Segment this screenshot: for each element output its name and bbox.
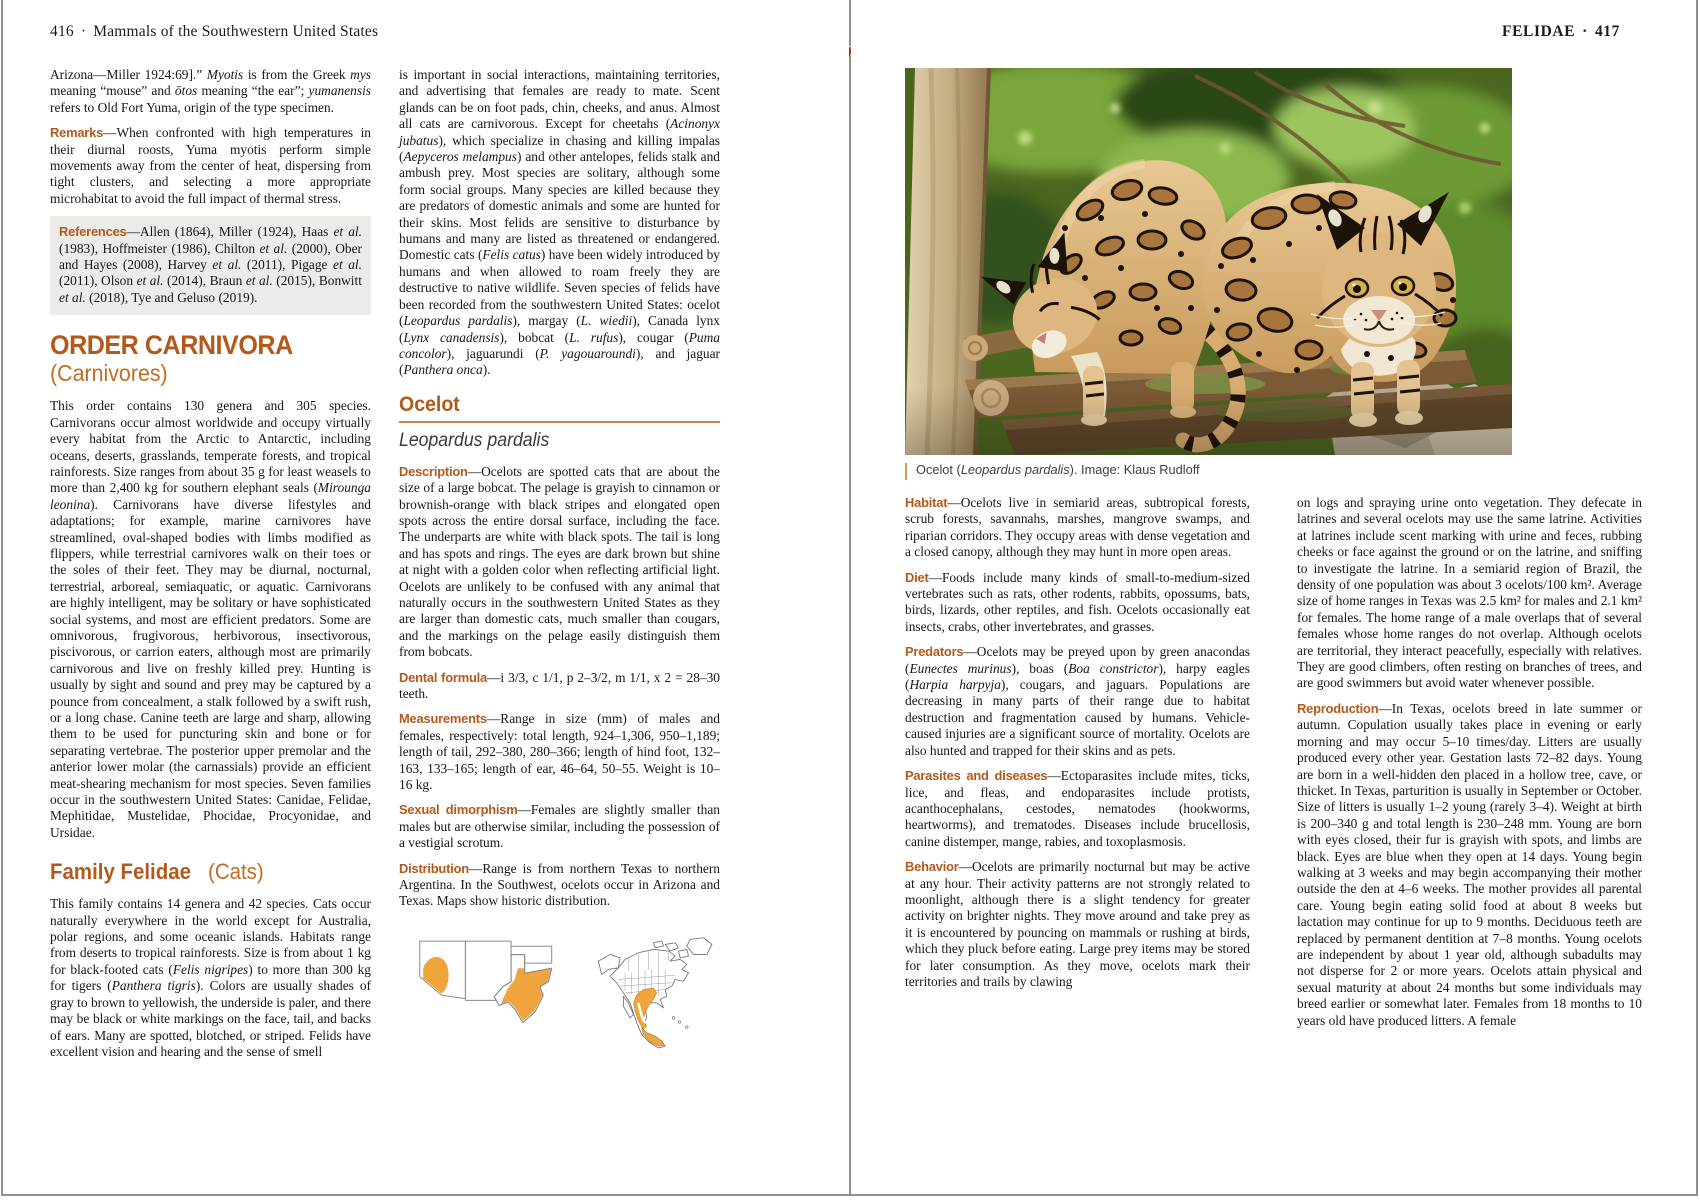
- species-scientific-name: Leopardus pardalis: [399, 429, 550, 451]
- family-heading: Family Felidae (Cats): [50, 859, 264, 885]
- habitat-paragraph: Habitat—Ocelots live in semiarid areas, subtropical forests, scrub forests, savannahs, marshes, mangrove swamps, and riparian corridors. They occupy areas with dense vegetation and a closed canopy, although they may hunt in more open areas.: [905, 495, 1250, 560]
- right-page-column-1: [905, 495, 1250, 990]
- page-right: [851, 0, 1696, 1194]
- header-separator: ·: [1582, 23, 1588, 40]
- photo-caption: [905, 462, 1512, 480]
- behavior-paragraph: Behavior—Ocelots are primarily nocturnal but may be active at any hour. Their activity patterns are not strongly related to moonlight, although there is a slight tendency for greater activity on brighter nights. They move around and take prey as it is encountered by pouncing on mammals or rushing at birds, which they pluck before eating. Large prey items may be stored for later consumption. As they move, ocelots mark their territories and trails by clawing: [905, 859, 1250, 989]
- ocelot-photo: [905, 68, 1512, 455]
- dental-formula-paragraph: Dental formula—i 3/3, c 1/1, p 2–3/2, m 1/1, x 2 = 28–30 teeth.: [399, 669, 720, 701]
- page-number: 417: [1594, 23, 1620, 40]
- page-edge-right: [1696, 0, 1698, 1195]
- distribution-maps: [413, 928, 720, 1061]
- page-left: [3, 0, 849, 1194]
- remarks-paragraph: Remarks—When confronted with high temperatures in their diurnal roosts, Yuma myotis perform simple movements away from the center of heat, dispersing from tight clusters, and selecting a more appropriate microhabitat to avoid the full impact of thermal stress.: [50, 125, 371, 206]
- left-page-column-1: [50, 67, 371, 1060]
- parasites-paragraph: Parasites and diseases—Ectoparasites include mites, ticks, lice, and fleas, and endoparasites include protists, acanthocephalans, cestodes, nematodes (hookworms, heartworms), and trematodes. Diseases include brucellosis, canine distemper, mange, rabies, and toxoplasmosis.: [905, 768, 1250, 849]
- intro-paragraph: Arizona—Miller 1924:69].” Myotis is from the Greek mys meaning “mouse” and ōtos meaning “the ear”; yumanensis refers to Old Fort Yuma, origin of the type specimen.: [50, 67, 371, 115]
- north-america-distribution-map: [595, 928, 720, 1061]
- description-paragraph: Description—Ocelots are spotted cats that are about the size of a large bobcat. The pelage is grayish to cinnamon or brownish-orange with black stripes and elongated open spots across the entire dorsal surface, including the face. The underparts are white with black spots. The tail is long and has spots and rings. The eyes are dark brown but shine at night with a golden color when reflecting artificial light. Ocelots are unlikely to be confused with any animal that naturally occurs in the southwestern United States as they are larger than domestic cats, much smaller than cougars, and the markings on the pelage easily distinguish them from bobcats.: [399, 463, 720, 660]
- diet-paragraph: Diet—Foods include many kinds of small-to-medium-sized vertebrates such as rats, other rodents, rabbits, opossums, bats, birds, lizards, other reptiles, and fish. Ocelots occasionally eat insects, crabs, other invertebrates, and grasses.: [905, 569, 1250, 634]
- left-page-column-2: [399, 67, 720, 1061]
- distribution-paragraph: Distribution—Range is from northern Texas to northern Argentina. In the Southwest, ocelots occur in Arizona and Texas. Maps show historic distribution.: [399, 860, 720, 909]
- references-paragraph: References—Allen (1864), Miller (1924), Haas et al. (1983), Hoffmeister (1986), Chilton et al. (2000), Ober and Hayes (2008), Harvey et al. (2011), Pigage et al. (2011), Olson et al. (2014), Braun et al. (2015), Bonwitt et al. (2018), Tye and Geluso (2019).: [59, 224, 362, 305]
- felidae-continued-paragraph: is important in social interactions, maintaining territories, and advertising that females are ready to mate. Scent glands can be on foot pads, chin, cheeks, and anus. Almost all cats are carnivorous. Except for cheetahs (Acinonyx jubatus), which specialize in chasing and killing impalas (Aepyceros melampus) and other antelopes, felids stalk and ambush prey. Most species are solitary, although some form social groups. Many species are killed because they are predators of domestic animals and some are hunted for their skins. Most felids are sensitive to disturbance by humans and many are listed as threatened or endangered. Domestic cats (Felis catus) have been widely introduced by humans and when allowed to roam freely they are destructive to native wildlife. Seven species of felids have been recorded from the southwestern United States: ocelot (Leopardus pardalis), margay (L. wiedii), Canada lynx (Lynx canadensis), bobcat (L. rufus), cougar (Puma concolor), jaguarundi (P. yagouaroundi), and jaguar (Panthera onca).: [399, 67, 721, 378]
- measurements-paragraph: Measurements—Range in size (mm) of males and females, respectively: total length, 924–1,306, 950–1,189; length of tail, 292–380, 280–366; length of hind foot, 132–163, 133–165; length of ear, 46–64, 50–55. Weight is 10–16 kg.: [399, 711, 720, 793]
- caption-accent-bar: [905, 463, 907, 480]
- behavior-continued-paragraph: on logs and spraying urine onto vegetation. They defecate in latrines and several ocelots may use the same latrine. Activities at latrines include scent marking with urine and feces, rubbing cheeks or face against the ground or on the latrine, and sniffing to investigate the latrine. In a semiarid region of Brazil, the density of one population was about 3 ocelots/100 km². Average size of home ranges in Texas was 2.5 km² for males and 2.1 km² for females. The home range of a male overlaps that of several females whose home ranges do not overlap. Although ocelots are territorial, they interact peacefully, especially with relatives. They are good climbers, often resting on branches of trees, and are good swimmers but avoid water whenever possible.: [1297, 495, 1642, 691]
- sexual-dimorphism-paragraph: Sexual dimorphism—Females are slightly smaller than males but are otherwise similar, including the possession of a vestigial scrotum.: [399, 802, 720, 851]
- reproduction-paragraph: Reproduction—In Texas, ocelots breed in late summer or autumn. Copulation usually takes place in evening or early morning and may occur 5–10 times/day. Litters are usually produced every other year. Gestation lasts 72–82 days. Young are born in a well-hidden den placed in a hollow tree, cave, or thicket. In Texas, parturition is usually in September or October. Size of litters is usually 1–2 young (rarely 3–4). Weight at birth is 200–340 g and total length is 230–248 mm. Young are born with eyes closed, their fur is grayish with spots, and limbs are black. Eyes are blue when they open at 14 days. Young begin walking at 3 weeks and may begin accompanying their mother outside the den at 4–6 weeks. The mother provides all parental care. Young begin eating solid food at about 8 weeks but lactation may continue for up to 9 months. Deciduous teeth are replaced by permanent dentition at 7–8 months. Young ocelots are independent by about 1 year old, although subadults may not disperse for 2 or more years. Ocelots attain physical and sexual maturity at about 24 months but some individuals may breed earlier or somewhat later. Females from 18 months to 10 years old have produced litters. A female: [1297, 700, 1642, 1028]
- order-heading: ORDER CARNIVORA: [50, 330, 293, 361]
- order-qualifier: (Carnivores): [50, 360, 168, 387]
- order-paragraph: This order contains 130 genera and 305 species. Carnivorans occur almost worldwide and occupy virtually every habitat from the Arctic to Antarctic, including oceans, deserts, grasslands, temperate forests, and tropical rainforests. Size ranges from about 35 g for least weasels to more than 2,400 kg for southern elephant seals (Mirounga leonina). Carnivorans have diverse lifestyles and adaptations; for example, marine carnivores have streamlined, oval-shaped bodies with limbs modified as flippers, while terrestrial carnivores walk on their toes or the soles of their feet. They may be diurnal, nocturnal, terrestrial, arboreal, semiaquatic, or aquatic. Carnivorans are highly intelligent, may be solitary or have sophisticated social systems, and most are efficient predators. Some are omnivorous, frugivorous, herbivorous, insectivorous, piscivorous, or carrion eaters, although most are primarily carnivorous and live on freshly killed prey. Hunting is usually by sight and sound and prey may be captured by a pounce from concealment, a stalk followed by a swift rush, or a long chase. Canine teeth are large and sharp, allowing them to be used for puncturing skin and bone or for separating vertebrae. The posterior upper premolar and the anterior lower molar (the carnassials) provide an efficient meat-shearing mechanism for most species. Seven families occur in the southwestern United States: Canidae, Felidae, Mephitidae, Mustelidae, Phocidae, Procyonidae, and Ursidae.: [50, 398, 371, 840]
- right-page-column-2: [1297, 495, 1642, 1029]
- family-paragraph: This family contains 14 genera and 42 species. Cats occur naturally everywhere in the world except for Australia, polar regions, and some oceanic islands. Habitats range from deserts to tropical rainforests. Size is from about 1 kg for black-footed cats (Felis nigripes) to more than 300 kg for tigers (Panthera tigris). Colors are usually shades of gray to brown to yellowish, the underside is paler, and there may be black or white markings on the face, tail, and backs of ears. Many are spotted, blotched, or striped. Felids have excellent vision and hearing and the sense of smell: [50, 896, 371, 1059]
- references-box: [50, 216, 371, 315]
- page-number: 416: [50, 23, 74, 40]
- running-title: Mammals of the Southwestern United States: [93, 23, 379, 40]
- header-separator: ·: [80, 23, 87, 40]
- photo-caption-text: Ocelot (Leopardus pardalis). Image: Klaus Rudloff: [916, 462, 1200, 477]
- species-heading: Ocelot: [399, 393, 720, 423]
- running-title: FELIDAE: [1502, 23, 1576, 40]
- predators-paragraph: Predators—Ocelots may be preyed upon by green anacondas (Eunectes murinus), boas (Boa constrictor), harpy eagles (Harpia harpyja), cougars, and jaguars. Populations are decreasing in many parts of their range due to habitat destruction and fragmentation caused by humans. Vehicle-caused injuries are a significant source of mortality. Ocelots are also hunted and trapped for their skins and as pets.: [905, 644, 1250, 758]
- page-edge-bottom: [1, 1194, 1698, 1196]
- species-photo-block: [905, 68, 1512, 480]
- running-header-left: [50, 23, 378, 41]
- southwest-distribution-map: [413, 928, 557, 1038]
- running-header-right: [1502, 23, 1620, 41]
